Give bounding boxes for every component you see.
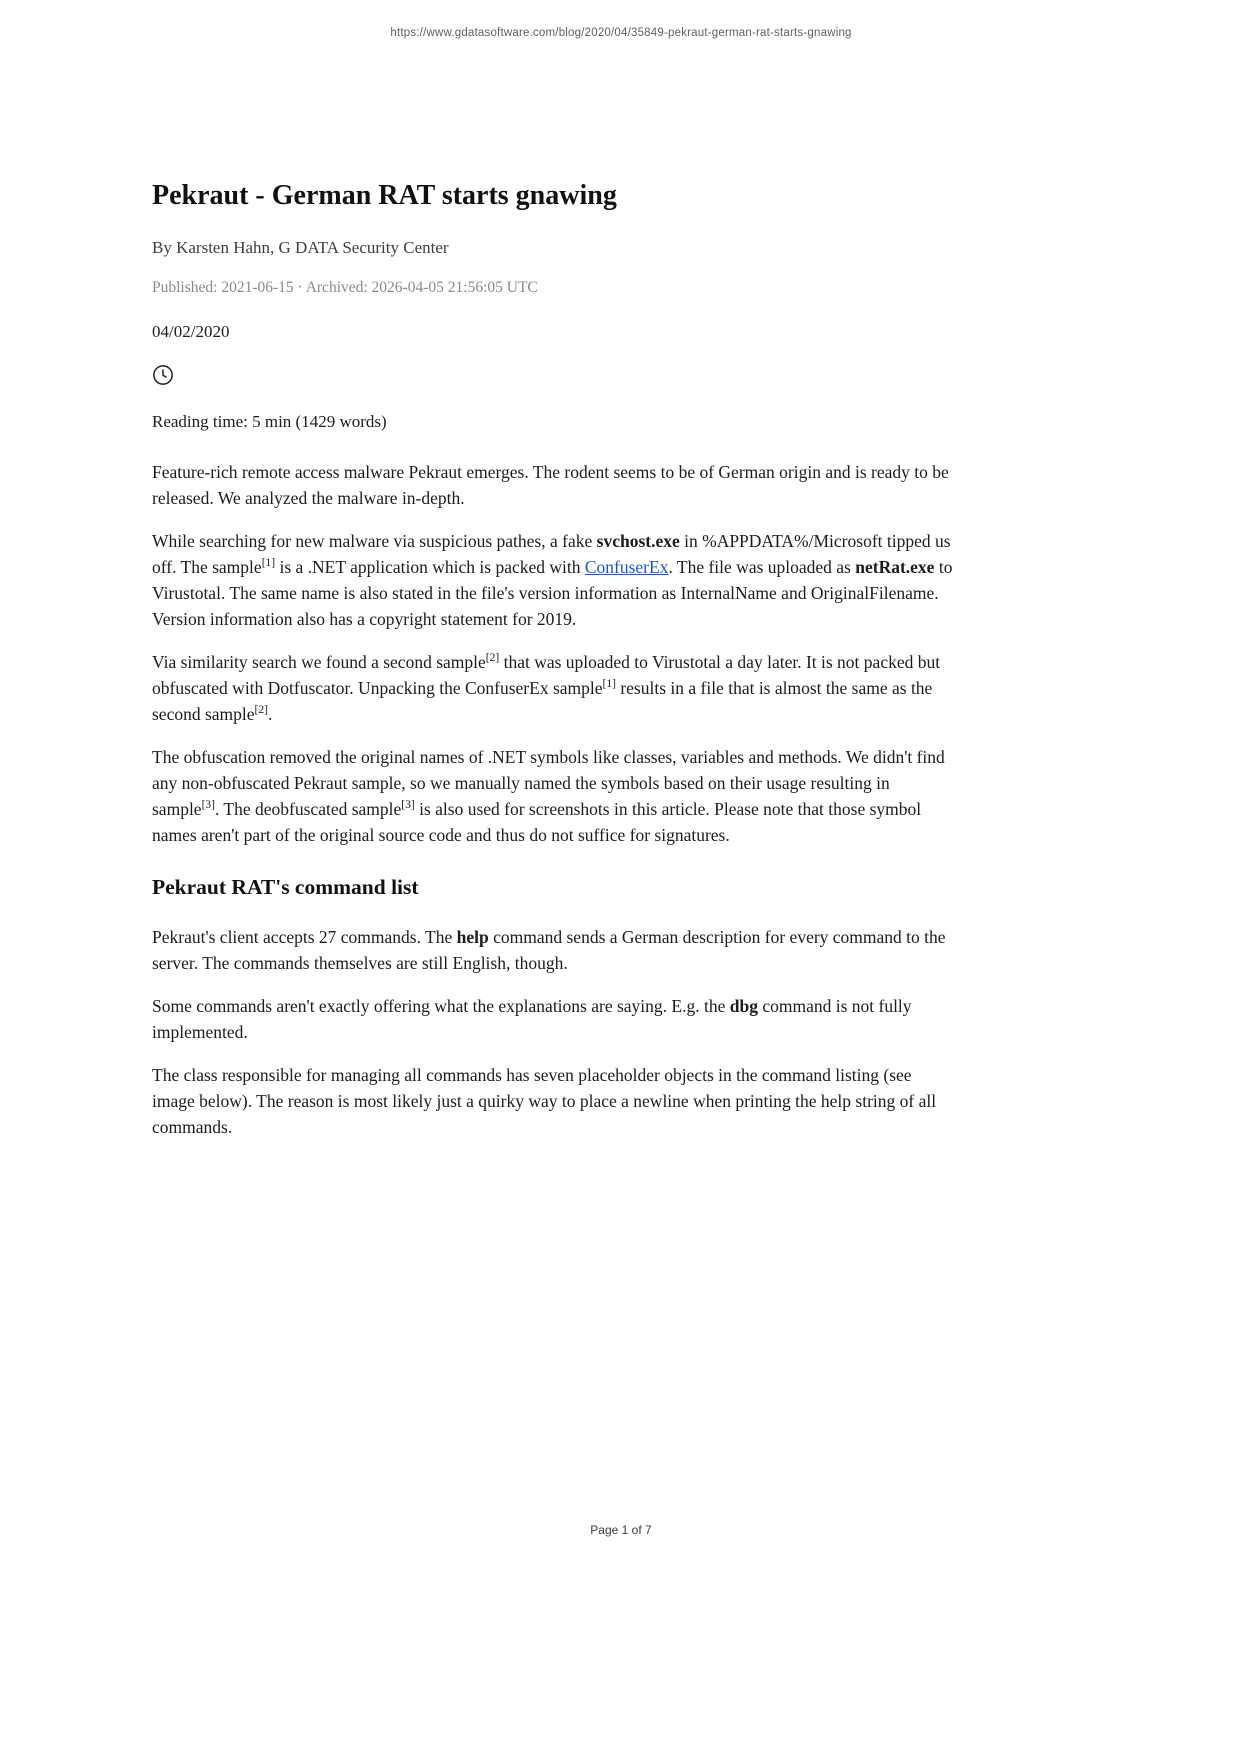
text-run: in %APPDATA%/Microsoft tipped us off. The sample bbox=[152, 531, 951, 578]
text-run: Pekraut's client accepts 27 commands. The bbox=[152, 927, 457, 948]
bold-text: svchost.exe bbox=[596, 531, 680, 552]
text-run: . The deobfuscated sample bbox=[215, 799, 402, 820]
text-run: command sends a German description for every command to the server. The commands themselves are still English, though. bbox=[152, 927, 946, 974]
post-date: 04/02/2020 bbox=[152, 322, 230, 342]
text-run: Via similarity search we found a second sample bbox=[152, 652, 486, 673]
bold-text: netRat.exe bbox=[855, 557, 935, 578]
bold-text: dbg bbox=[729, 996, 758, 1017]
paragraph-intro-1 bbox=[152, 459, 958, 511]
publish-archive-info: Published: 2021-06-15 · Archived: 2026-04-05 21:56:05 UTC bbox=[152, 279, 538, 297]
text-run: is a .NET application which is packed with bbox=[275, 557, 585, 578]
byline: By Karsten Hahn, G DATA Security Center bbox=[152, 238, 449, 258]
bold-text: help bbox=[456, 927, 489, 948]
text-run: Some commands aren't exactly offering what the explanations are saying. E.g. the bbox=[152, 996, 730, 1017]
paragraph-commands-3 bbox=[152, 1062, 958, 1140]
text-run: The obfuscation removed the original names of .NET symbols like classes, variables and methods. We didn't find any non-obfuscated Pekraut sample, so we manually named the symbols based on their usage resulting in sample bbox=[152, 747, 945, 820]
article-title: Pekraut - German RAT starts gnawing bbox=[152, 180, 617, 211]
page-url-header: https://www.gdatasoftware.com/blog/2020/04/35849-pekraut-german-rat-starts-gnawing bbox=[390, 27, 852, 39]
text-run: Feature-rich remote access malware Pekraut emerges. The rodent seems to be of German origin and is ready to be released. We analyzed the malware in-depth. bbox=[152, 462, 949, 509]
text-run: The class responsible for managing all commands has seven placeholder objects in the command listing (see image below). The reason is most likely just a quirky way to place a newline when printing the help string of all commands. bbox=[152, 1065, 937, 1138]
text-run: command is not fully implemented. bbox=[152, 996, 912, 1043]
reference-superscript: [1] bbox=[261, 557, 276, 570]
paragraph-intro-2 bbox=[152, 528, 958, 632]
paragraph-commands-2 bbox=[152, 993, 958, 1045]
text-run: While searching for new malware via suspicious pathes, a fake bbox=[152, 531, 597, 552]
inline-link[interactable]: ConfuserEx bbox=[584, 557, 669, 578]
reference-superscript: [2] bbox=[254, 704, 268, 717]
reference-superscript: [2] bbox=[485, 652, 500, 665]
reference-superscript: [3] bbox=[401, 799, 415, 812]
paragraph-intro-3 bbox=[152, 649, 958, 727]
reference-superscript: [3] bbox=[201, 799, 215, 812]
clock-icon bbox=[152, 364, 958, 388]
paragraph-intro-4 bbox=[152, 744, 958, 848]
reference-superscript: [1] bbox=[602, 678, 616, 691]
article-content bbox=[152, 180, 958, 1157]
text-run: results in a file that is almost the same as the second sample bbox=[152, 678, 933, 725]
text-run: . The file was uploaded as bbox=[668, 557, 856, 578]
text-run: to Virustotal. The same name is also stated in the file's version information as InternalName and OriginalFilename. Version information also has a copyright statement for 2019. bbox=[152, 557, 953, 630]
text-run: that was uploaded to Virustotal a day later. It is not packed but obfuscated with Dotfuscator. Unpacking the ConfuserEx sample bbox=[152, 652, 941, 699]
text-run: . bbox=[267, 704, 273, 725]
text-run: is also used for screenshots in this article. Please note that those symbol names aren't part of the original source code and thus do not suffice for signatures. bbox=[152, 799, 922, 846]
reading-time: Reading time: 5 min (1429 words) bbox=[152, 412, 387, 432]
section-heading-command-list: Pekraut RAT's command list bbox=[152, 875, 419, 900]
paragraph-commands-1 bbox=[152, 924, 958, 976]
page-footer: Page 1 of 7 bbox=[590, 1523, 652, 1537]
